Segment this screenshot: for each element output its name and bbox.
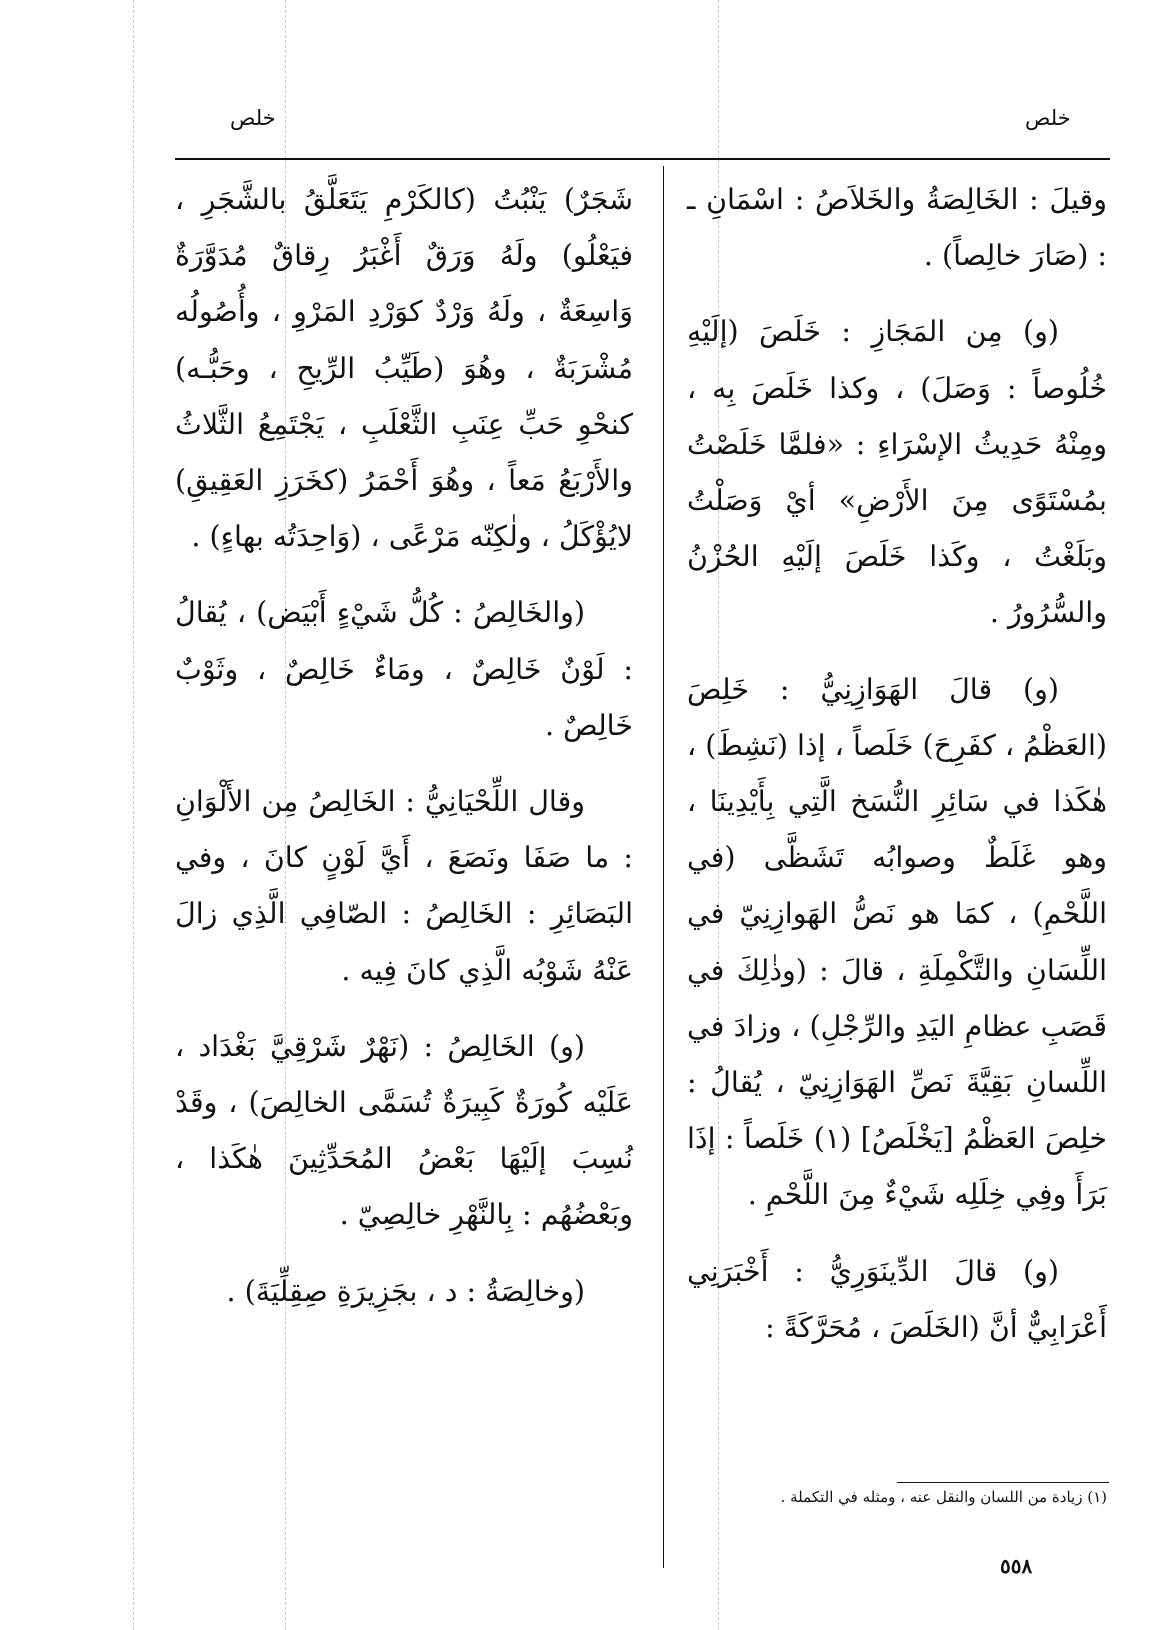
- right-column: [687, 172, 1107, 1376]
- footnote-rule: [897, 1482, 1109, 1483]
- footnote: (١) زيادة من اللسان والنقل عنه ، ومثله في التكملة .: [780, 1488, 1107, 1506]
- running-head-left: خلص: [230, 106, 276, 130]
- paragraph: (و) قالَ الدِّينَوَرِيُّ : أَخْبَرَنِي أَعْرَابِيٌّ أنَّ (الخَلَصَ ، مُحَرَّكَةً :: [687, 1254, 1107, 1344]
- running-head-right: خلص: [1025, 106, 1071, 130]
- paragraph: (و) مِن المَجَازِ : خَلَصَ (إلَيْهِ خُلُوصاً : وَصَلَ) ، وكذا خَلَصَ بِه ، ومِنْهُ حَدِيثُ الإسْرَاءِ : «فلمَّا خَلَصْتُ بمُسْتَوًى مِنَ الأَرْضِ» أيْ وَصَلْتُ وبَلَغْتُ ، وكَذا خَلَصَ إلَيْهِ الحُزْنُ والسُّرُورُ .: [687, 315, 1107, 630]
- paragraph: (وخالِصَةُ : د ، بجَزِيرَةِ صِقِلِّيَةَ) .: [226, 1274, 585, 1308]
- paragraph: وقيلَ : الخَالِصَةُ والخَلاَصُ : اسْمَانِ ـ : (صَارَ خالِصاً) .: [687, 183, 1107, 273]
- header-rule: [175, 158, 1110, 160]
- scan-fold-line: [133, 0, 134, 1630]
- paragraph: وقال اللِّحْيَانِيُّ : الخَالِصُ مِن الأَلْوَانِ : ما صَفَا ونَصَعَ ، أَيَّ لَوْنٍ كانَ ، وفي البَصَائِرِ : الخَالِصُ : الصّافِي الَّذِي زالَ عَنْهُ شَوْبُه الَّذِي كانَ فِيه .: [175, 785, 633, 987]
- paragraph: (و) قالَ الهَوَازِنِيُّ : خَلِصَ (العَظْمُ ، كفَرِحَ) خَلَصاً ، إذا (نَشِطَ) ، هٰكَذا في سَائِرِ النُّسَخ الَّتِي بِأَيْدِينَا ، وهو غَلَطٌ وصوابُه تَشَظَّى (في اللَّحْمِ) ، كمَا هو نَصُّ الهَوازِنِيّ في اللِّسَانِ والتَّكْمِلَةِ ، قالَ : (وذٰلِكَ في قَصَبِ عظامِ اليَدِ والرِّجْلِ) ، وزادَ في اللِّسانِ بَقِيَّةَ نَصِّ الهَوَازِنِيّ ، يُقالُ : خلِصَ العَظْمُ [يَخْلَصُ] (١) خَلَصاً : إذَا بَرَأَ وفِي خِلَلِه شَيْءٌ مِنَ اللَّحْمِ .: [687, 672, 1107, 1212]
- paragraph: (والخَالِصُ : كُلُّ شَيْءٍ أَبْيَض) ، يُقالُ : لَوْنٌ خَالِصٌ ، ومَاءٌ خَالِصٌ ، وثَوْبٌ خَالِصٌ .: [175, 596, 633, 742]
- paragraph: شَجَرٌ) يَنْبُتُ (كالكَرْمِ يَتَعَلَّقُ بالشَّجَرِ ، فيَعْلُو) ولَهُ وَرَقٌ أَغْبَرُ رِقاقٌ مُدَوَّرَةٌ وَاسِعَةٌ ، ولَهُ وَرْدٌ كوَرْدِ المَرْوِ ، وأُصُولُه مُشْرَبَةٌ ، وهُوَ (طَيِّبُ الرِّيحِ ، وحَبُّـه) كنحْوِ حَبِّ عِنَبِ الثَّعْلَبِ ، يَجْتَمِعُ الثَّلاثُ والأَرْبَعُ مَعاً ، وهُوَ أَحْمَرُ (كخَرَزِ العَقِيقِ) لايُؤْكَلُ ، ولٰكِنّه مَرْعًى ، (وَاحِدَتُه بهاءٍ) .: [175, 183, 633, 554]
- column-divider: [663, 166, 664, 1568]
- left-column: [175, 172, 633, 1340]
- page-number: ٥٥٨: [1000, 1554, 1033, 1578]
- paragraph: (و) الخَالِصُ : (نَهْرٌ شَرْقِيَّ بَغْدَاد ، عَلَيْه كُورَةٌ كَبِيرَةٌ تُسَمَّى الخالِصَ) ، وقَدْ نُسِبَ إلَيْهَا بَعْضُ المُحَدِّثِينَ هٰكَذا ، وبَعْضُهُم : بِالنَّهْرِ خالِصِيّ .: [175, 1029, 633, 1232]
